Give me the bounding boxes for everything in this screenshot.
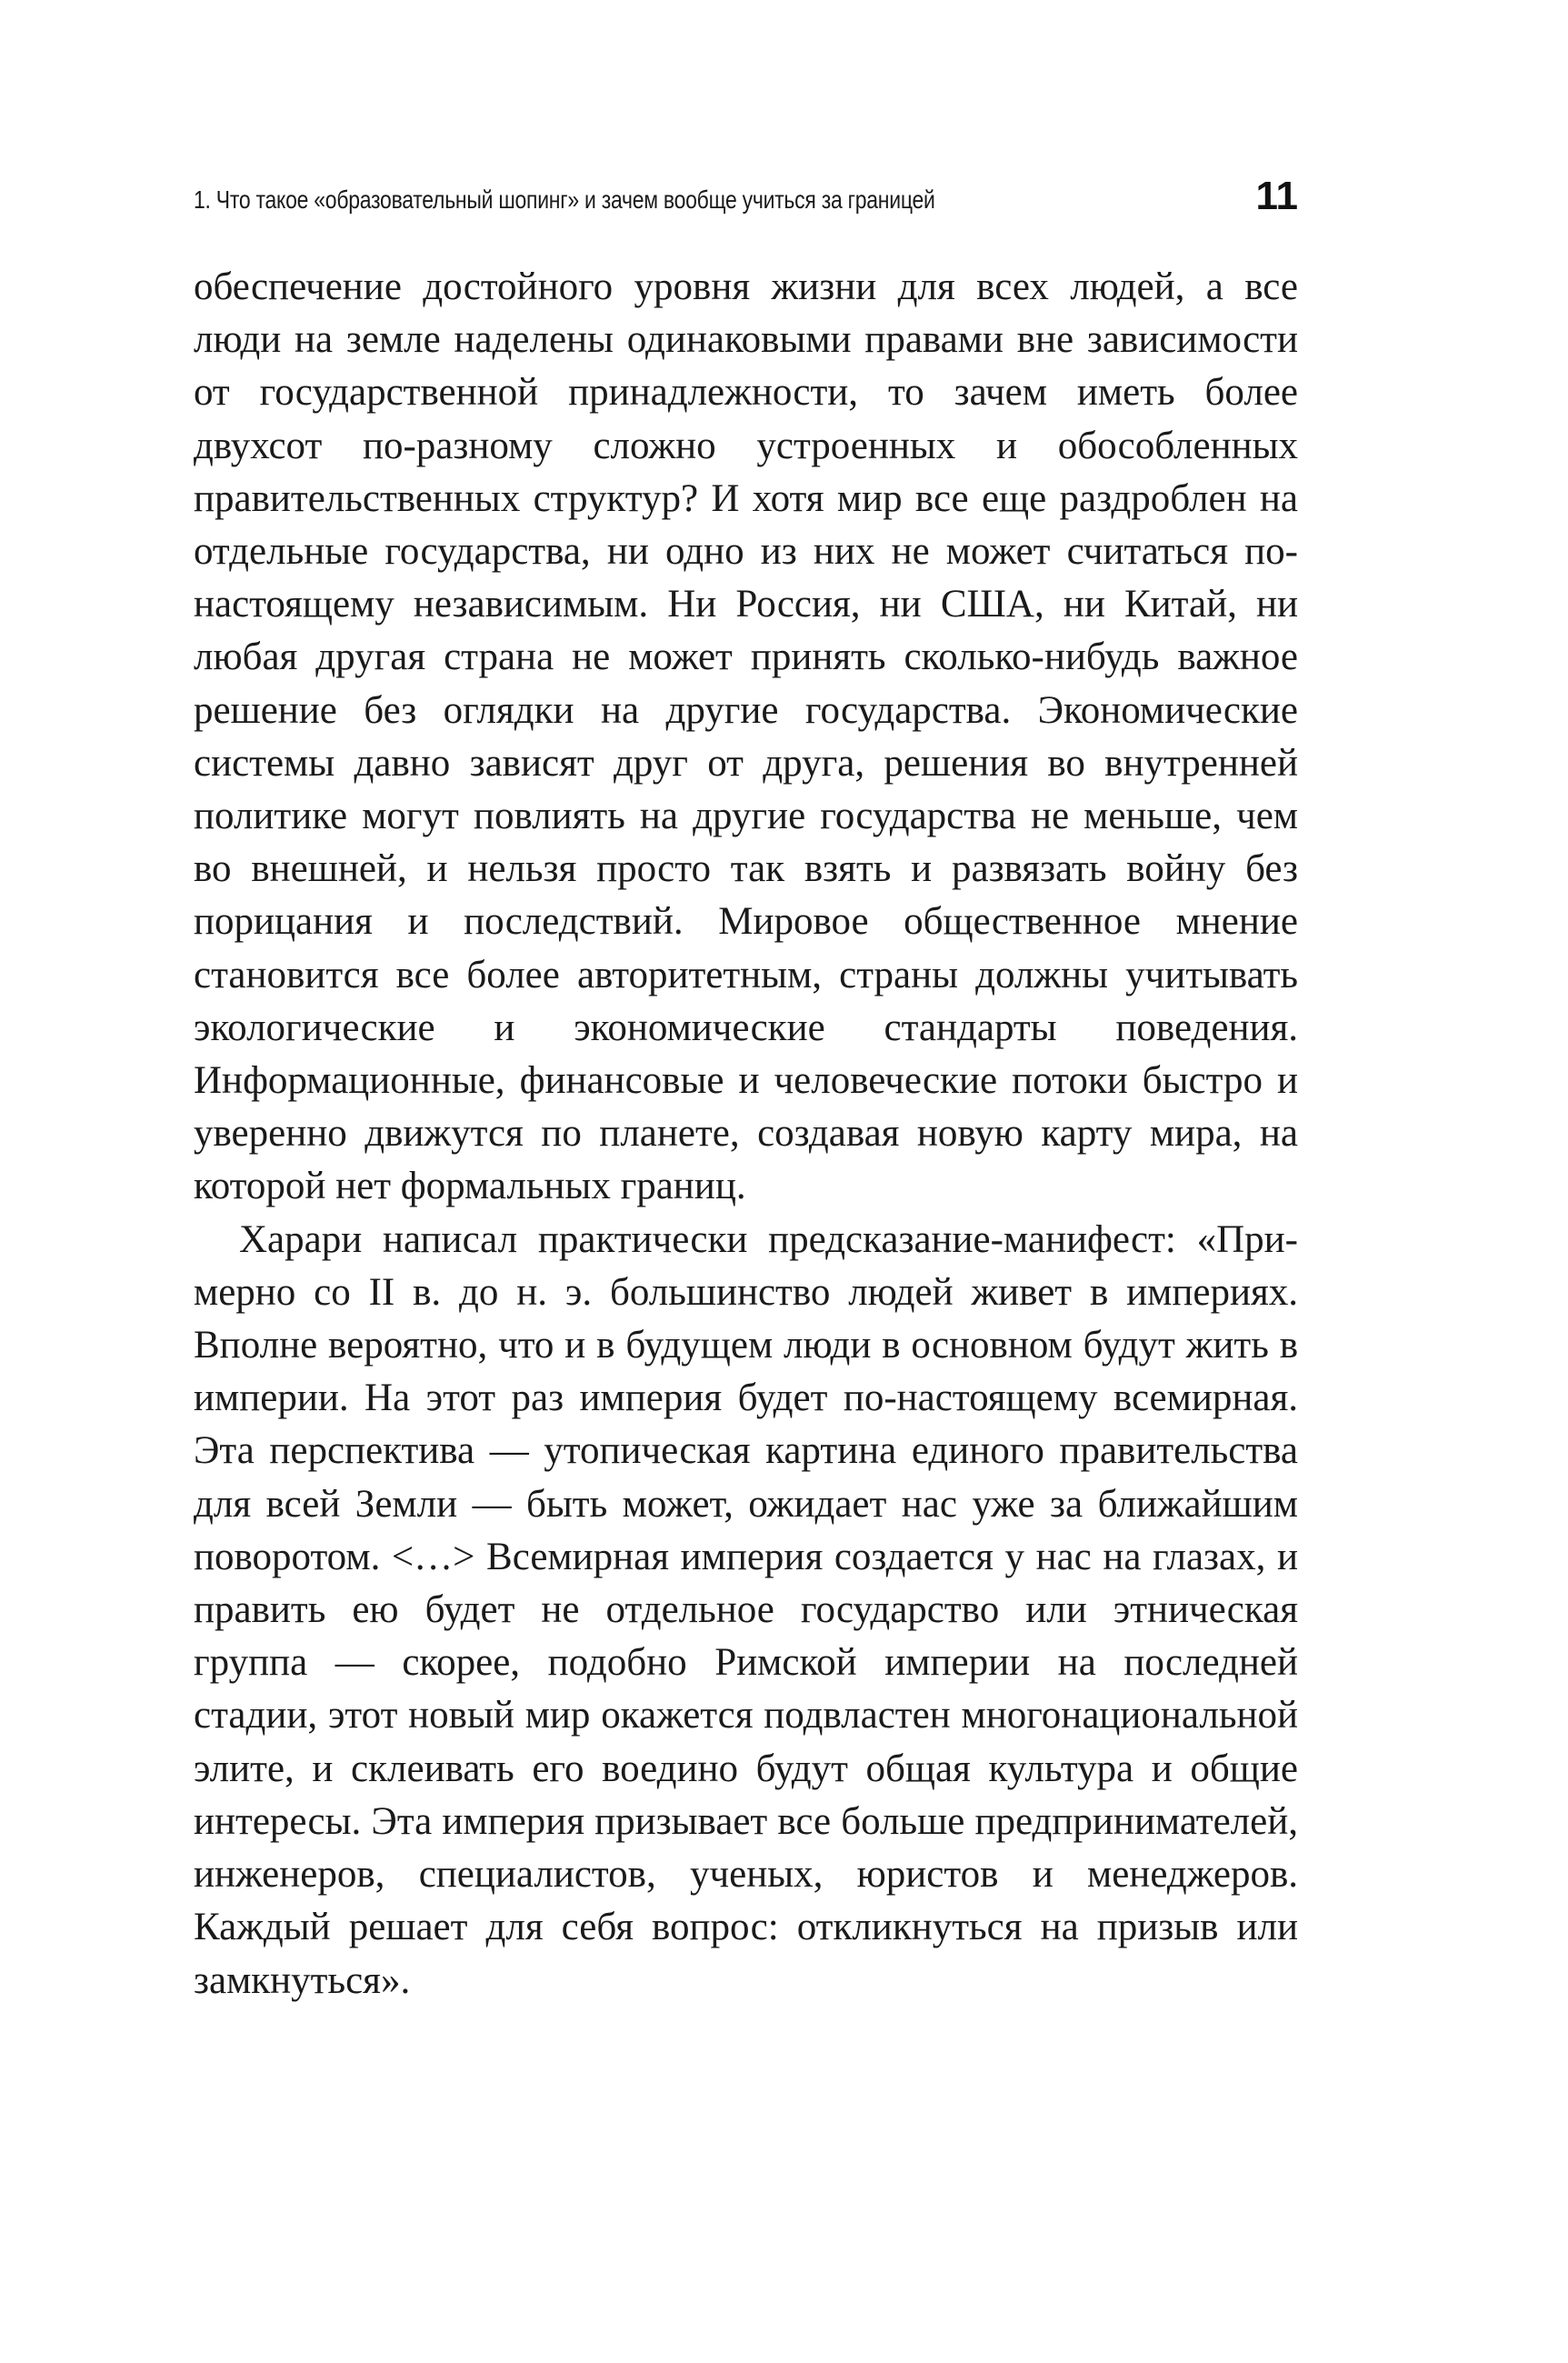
chapter-title: 1. Что такое «образовательный шопинг» и зачем вообще учиться за границей [194, 185, 935, 214]
paragraph-2: Харари написал практически предсказание-манифест: «Примерно со II в. до н. э. большинство людей живет в империях. Вполне вероятно, что и в будущем люди в основном будут жить в империи. На этот раз империя будет по-настоящему всемирная. Эта перспектива — утопическая картина единого правительства для всей Земли — быть может, ожидает нас уже за ближайшим поворотом. <…> Всемирная империя создается у нас на глазах, и править ею будет не отдельное государство или этническая группа — скорее, подобно Римской империи на последней стадии, этот новый мир окажется подвластен многонациональной элите, и склеивать его воедино будут общая культура и общие интересы. Эта империя призывает все больше предпринимателей, инженеров, специалистов, ученых, юристов и менеджеров. Каждый решает для себя вопрос: откликнуться на призыв или замкнуться». [194, 1217, 1298, 2002]
running-header [194, 173, 1298, 227]
page-number: 11 [1255, 174, 1298, 218]
body-text [194, 261, 1298, 2008]
paragraph-1: обеспечение достойного уровня жизни для всех людей, а все люди на земле наделены одинаковыми правами вне зависимости от государственной принадлежности, то зачем иметь более двухсот по-разному сложно устроенных и обособленных правительственных структур? И хотя мир все еще раздроблен на отдельные государства, ни одно из них не может считаться по-настоящему независимым. Ни Россия, ни США, ни Китай, ни любая другая страна не может принять сколько-нибудь важное решение без оглядки на другие государства. Экономические системы давно зависят друг от друга, решения во внутренней политике могут повлиять на другие государства не меньше, чем во внешней, и нельзя просто так взять и развязать войну без порицания и последствий. Мировое общественное мнение становится все более авторитетным, страны должны учитывать экологические и экономические стандарты поведения. Информационные, финансовые и человеческие потоки быстро и уверенно движутся по планете, создавая новую карту мира, на которой нет формальных границ. [194, 265, 1298, 1208]
